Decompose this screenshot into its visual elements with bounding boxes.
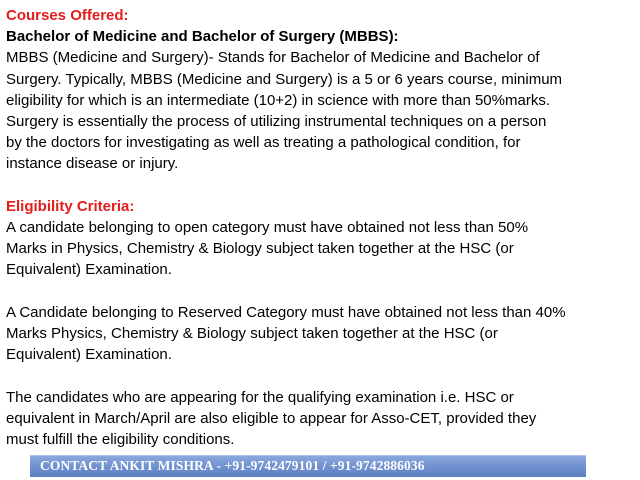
mbbs-description [6,47,626,174]
eligibility-appearing-candidates [6,387,626,451]
eligibility-line: must fulfill the eligibility conditions. [6,431,235,449]
mbbs-description-line: instance disease or injury. [6,155,179,173]
mbbs-description-line: MBBS (Medicine and Surgery)- Stands for Bachelor of Medicine and Bachelor of [6,49,540,67]
eligibility-open-category [6,217,626,281]
eligibility-line: The candidates who are appearing for the qualifying examination i.e. HSC or [6,388,514,406]
contact-text: CONTACT ANKIT MISHRA - +91-9742479101 / +91-9742886036 [40,458,425,473]
courses-offered-heading: Courses Offered: [6,7,129,24]
document-content [6,5,626,450]
mbbs-description-line: by the doctors for investigating as well as treating a pathological condition, for [6,134,521,152]
eligibility-line: A candidate belonging to open category must have obtained not less than 50% [6,219,529,237]
spacer [6,175,626,196]
eligibility-reserved-category [6,302,626,366]
eligibility-line: equivalent in March/April are also eligible to appear for Asso-CET, provided they [6,409,537,427]
contact-banner [30,455,586,477]
eligibility-line: Equivalent) Examination. [6,261,172,279]
mbbs-description-line: eligibility for which is an intermediate (10+2) in science with more than 50%marks. [6,91,550,109]
eligibility-line: Marks in Physics, Chemistry & Biology subject taken together at the HSC (or [6,240,514,258]
spacer [6,365,626,386]
spacer [6,281,626,302]
eligibility-line: Marks Physics, Chemistry & Biology subject taken together at the HSC (or [6,325,498,343]
mbbs-description-line: Surgery is essentially the process of utilizing instrumental techniques on a person [6,113,547,131]
eligibility-criteria-heading: Eligibility Criteria: [6,197,135,215]
eligibility-line: A Candidate belonging to Reserved Category must have obtained not less than 40% [6,303,566,321]
mbbs-description-line: Surgery. Typically, MBBS (Medicine and Surgery) is a 5 or 6 years course, minimum [6,70,563,88]
eligibility-line: Equivalent) Examination. [6,346,172,364]
mbbs-subheading: Bachelor of Medicine and Bachelor of Surgery (MBBS): [6,28,399,46]
